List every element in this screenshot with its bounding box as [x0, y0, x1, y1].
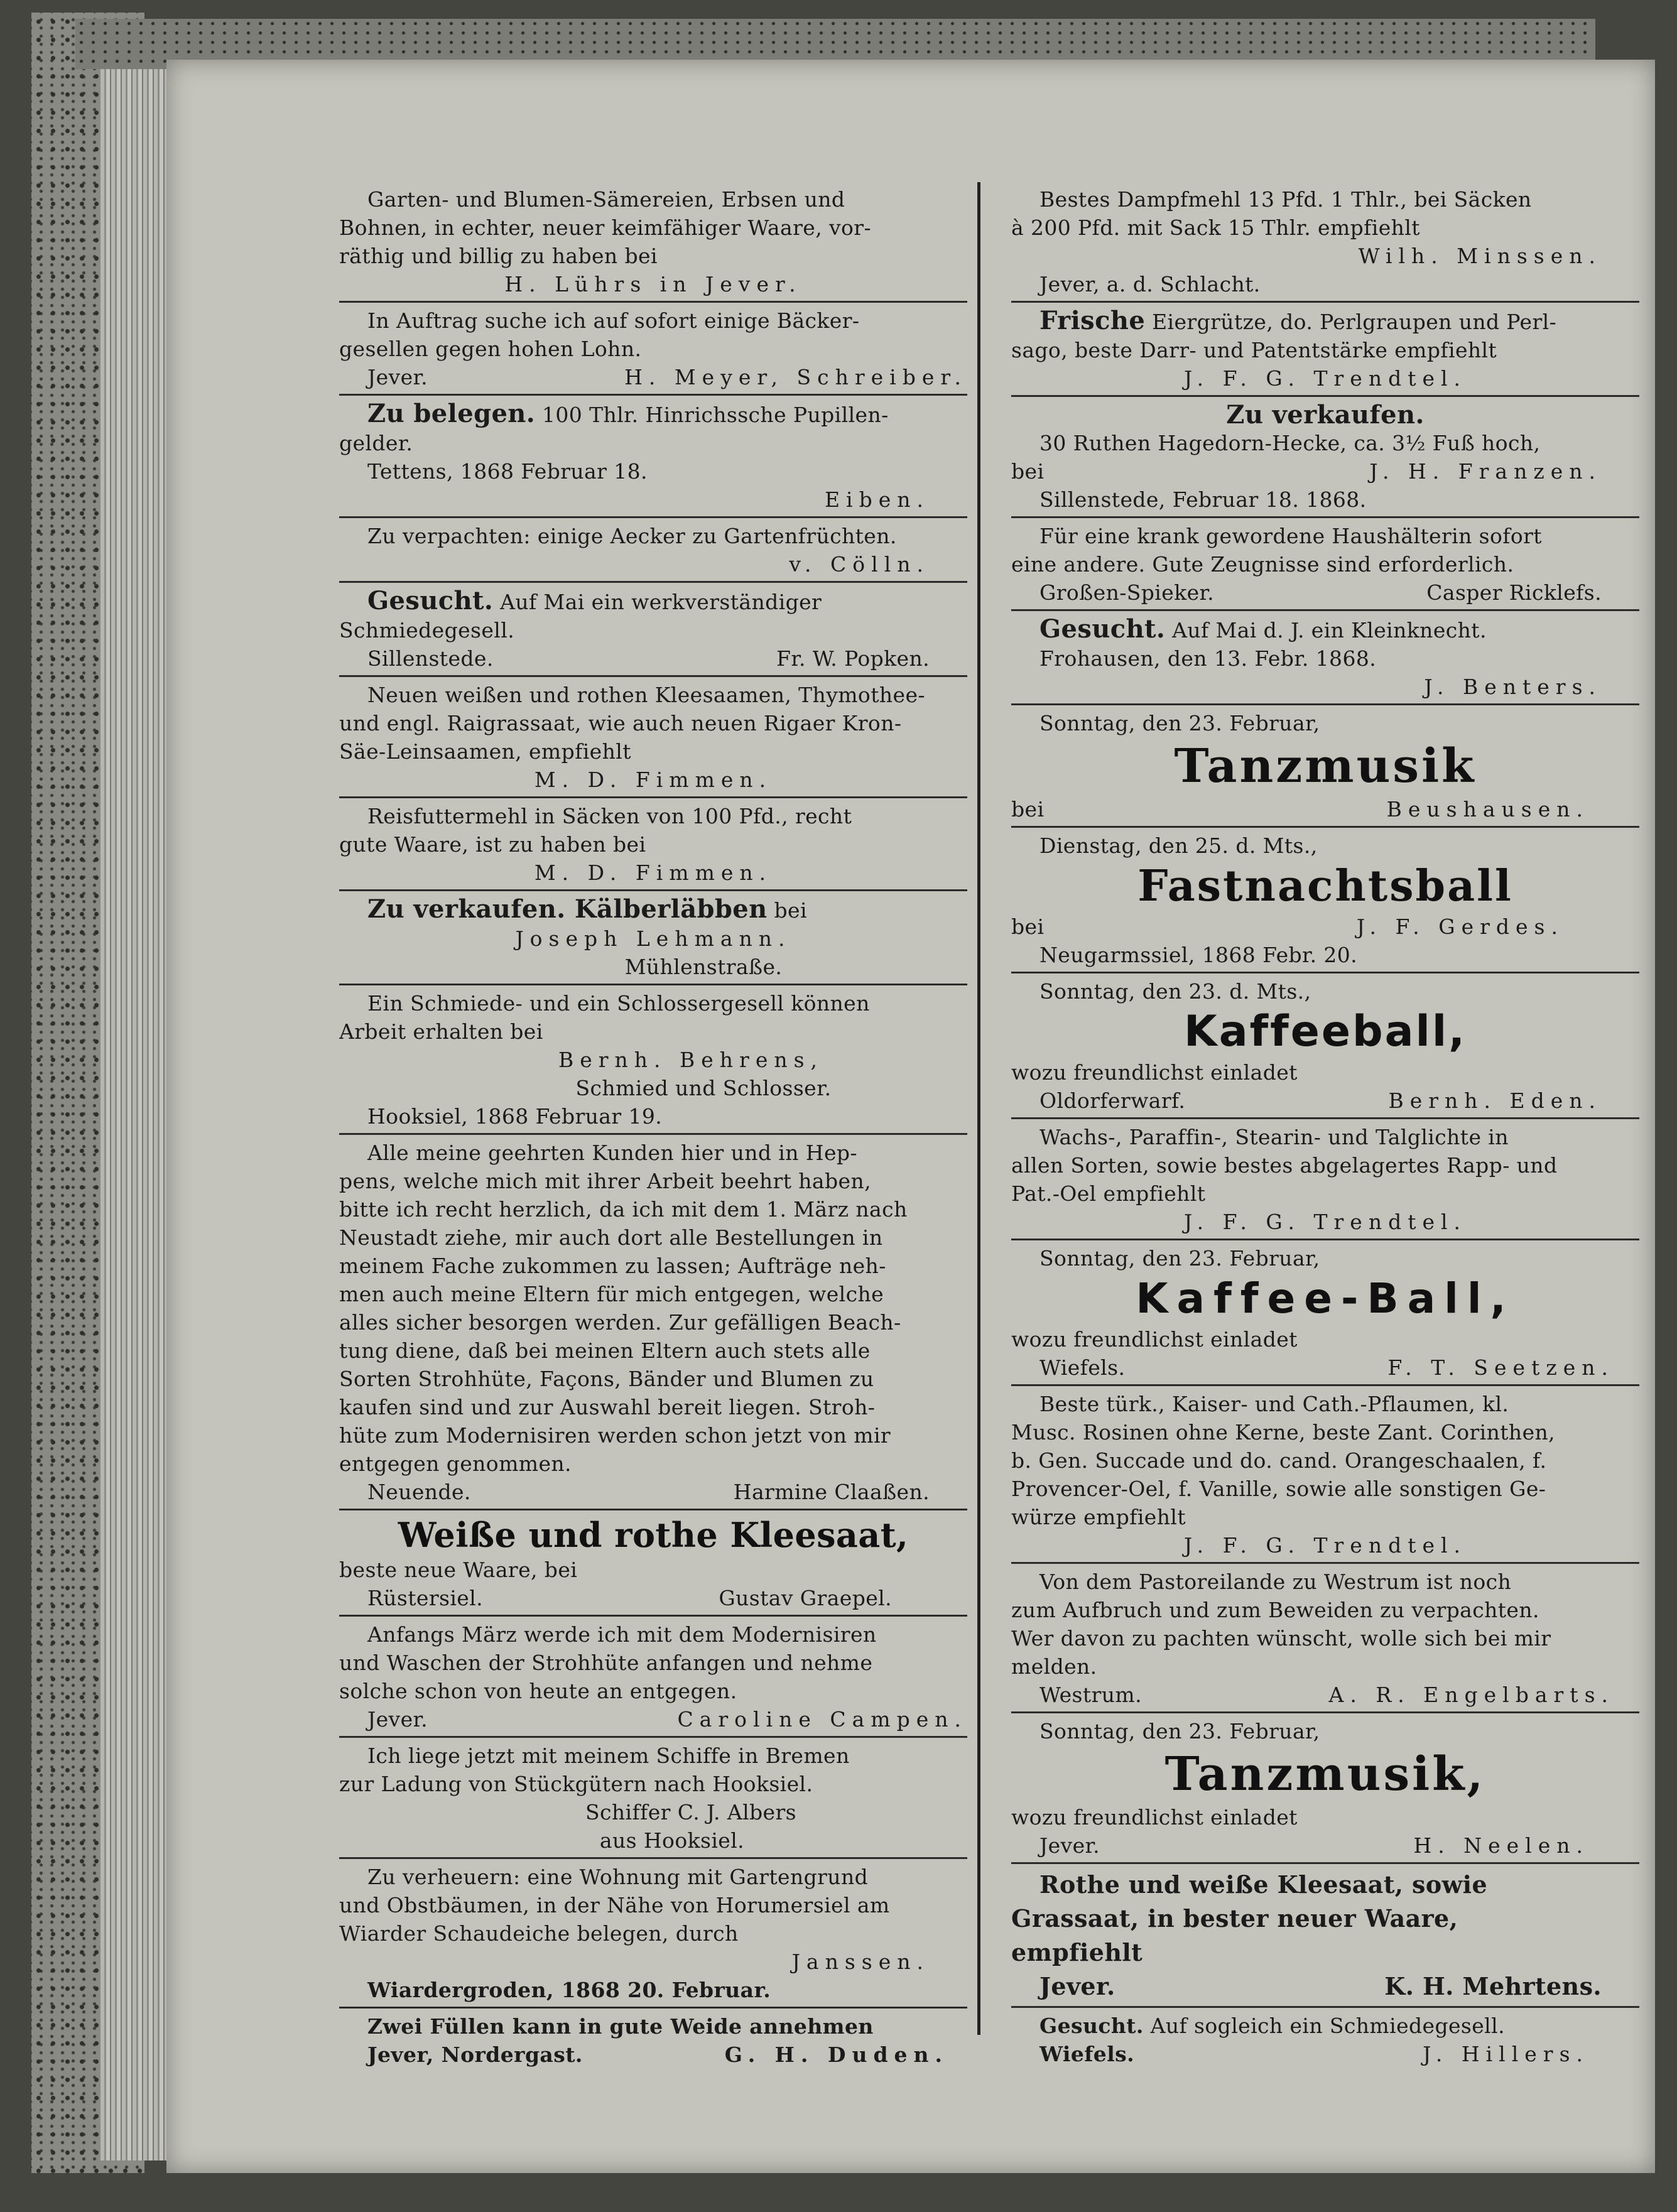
ad-signature-sub: Schmied und Schlosser.	[575, 1076, 832, 1100]
ad-text-line: Alle meine geehrten Kunden hier und in Hep-	[367, 1141, 857, 1165]
ad-date: Hooksiel, 1868 Februar 19.	[367, 1104, 663, 1129]
ad-kaffee-ball-seetzen	[1011, 1244, 1639, 1382]
ad-text-line: Auf Mai d. J. ein Kleinknecht.	[1172, 618, 1487, 642]
ad-signature: Bernh. Eden.	[1388, 1088, 1602, 1113]
ad-fastnachtsball-gerdes	[1011, 832, 1639, 969]
ad-text-line: Bestes Dampfmehl 13 Pfd. 1 Thlr., bei Säcken	[1039, 187, 1532, 212]
ad-text-line: Wachs-, Paraffin-, Stearin- und Talglichte in	[1039, 1125, 1509, 1149]
ad-signature-sub: aus Hooksiel.	[599, 1828, 745, 1853]
ad-text-line: Zu verpachten: einige Aecker zu Gartenfrüchten.	[367, 524, 897, 548]
ad-place: Jever.	[367, 365, 428, 389]
ad-text-line: wozu freundlichst einladet	[1011, 1060, 1298, 1085]
ad-separator	[339, 984, 967, 985]
ad-date: Sonntag, den 23. Februar,	[1039, 1719, 1320, 1743]
left-column	[339, 185, 967, 2069]
ad-separator	[1011, 1384, 1639, 1386]
ad-text-line: In Auftrag suche ich auf sofort einige Bäcker-	[367, 308, 860, 333]
ad-date: Frohausen, den 13. Febr. 1868.	[1039, 646, 1377, 671]
ad-signature: Caroline Campen.	[677, 1707, 967, 1732]
ad-separator	[339, 1509, 967, 1510]
ad-reisfuttermehl-fimmen	[339, 802, 967, 887]
ad-pupillen-eiben	[339, 399, 967, 514]
ad-separator	[1011, 703, 1639, 705]
ad-signature: A. R. Engelbarts.	[1328, 1683, 1614, 1707]
ad-display-title: Weiße und rothe Kleesaat,	[398, 1515, 909, 1555]
ad-separator	[339, 675, 967, 677]
ad-date: Sillenstede, Februar 18. 1868.	[1039, 487, 1367, 512]
ad-text-line: Ich liege jetzt mit meinem Schiffe in Bremen	[367, 1743, 850, 1768]
ad-place: Jever, a. d. Schlacht.	[1039, 272, 1261, 296]
ad-text-line: Neuen weißen und rothen Kleesaamen, Thymothee-	[367, 683, 925, 707]
ad-separator	[339, 516, 967, 518]
ad-text-line: bei	[1011, 797, 1045, 821]
ad-text-line: bei	[1011, 459, 1045, 484]
ad-date: Sonntag, den 23. d. Mts.,	[1039, 979, 1311, 1004]
ad-display-title: Tanzmusik,	[1164, 1747, 1486, 1801]
ad-signature: G. H. Duden.	[724, 2042, 948, 2067]
ad-text-line: Musc. Rosinen ohne Kerne, beste Zant. Corinthen,	[1011, 1420, 1556, 1445]
ad-headline: Gesucht.	[1039, 2014, 1144, 2038]
ad-text-line: meinem Fache zukommen zu lassen; Aufträge neh-	[339, 1254, 886, 1278]
ad-text-line: Von dem Pastoreilande zu Westrum ist noch	[1039, 1570, 1512, 1594]
ad-verpachten-coelln	[339, 522, 967, 578]
ad-pflaumen-trendtel	[1011, 1390, 1639, 1559]
ad-text-line: 30 Ruthen Hagedorn-Hecke, ca. 3½ Fuß hoch,	[1039, 431, 1541, 455]
ad-text-line: und engl. Raigrassaat, wie auch neuen Rigaer Kron-	[339, 711, 902, 735]
ad-text-line: wozu freundlichst einladet	[1011, 1805, 1298, 1830]
ad-text-line: Säe-Leinsaamen, empfiehlt	[339, 739, 631, 764]
ad-text-line: allen Sorten, sowie bestes abgelagertes Rapp- und	[1011, 1153, 1558, 1178]
ad-text-line: Reisfuttermehl in Säcken von 100 Pfd., recht	[367, 804, 852, 828]
ad-seeds-luehrs	[339, 185, 967, 298]
ad-text-line: 100 Thlr. Hinrichssche Pupillen-	[542, 403, 889, 427]
ad-kleesaat-graepel	[339, 1514, 967, 1612]
ad-separator	[339, 889, 967, 891]
ad-strohhuete-claassen	[339, 1139, 967, 1506]
ad-separator	[339, 1133, 967, 1135]
ad-text-line: zum Aufbruch und zum Beweiden zu verpachten.	[1011, 1598, 1539, 1622]
ad-signature: Bernh. Behrens,	[558, 1048, 824, 1072]
ad-text-line: Für eine krank gewordene Haushälterin sofort	[1039, 524, 1542, 548]
ad-text-line: Garten- und Blumen-Sämereien, Erbsen und	[367, 187, 845, 212]
ad-place: Sillenstede.	[367, 646, 494, 671]
ad-separator	[339, 1615, 967, 1617]
ad-text-line: men auch meine Eltern für mich entgegen, welche	[339, 1282, 884, 1306]
ad-text-line: à 200 Pfd. mit Sack 15 Thlr. empfiehlt	[1011, 215, 1420, 240]
ad-text-line: solche schon von heute an entgegen.	[339, 1679, 737, 1703]
ad-signature: v. Cölln.	[789, 552, 930, 577]
ad-separator	[339, 1857, 967, 1859]
ad-fuellen-duden	[339, 2012, 967, 2069]
ad-text-line: Eiergrütze, do. Perlgraupen und Perl-	[1152, 310, 1557, 334]
ad-lichte-trendtel	[1011, 1123, 1639, 1236]
ad-display-title: Kaffee-Ball,	[1136, 1274, 1515, 1323]
ad-signature: Fr. W. Popken.	[776, 646, 930, 671]
ad-text-line: bei	[1011, 914, 1045, 939]
ad-headline: Zu verkaufen.	[1226, 401, 1425, 429]
ad-separator	[1011, 826, 1639, 828]
ad-date: Sonntag, den 23. Februar,	[1039, 1246, 1320, 1271]
ad-text-line: Beste türk., Kaiser- und Cath.-Pflaumen, kl.	[1039, 1392, 1509, 1416]
ad-hecke-franzen	[1011, 401, 1639, 514]
ad-text-line: Auf sogleich ein Schmiedegesell.	[1150, 2014, 1505, 2038]
ad-date: Wiardergroden, 1868 20. Februar.	[367, 1978, 771, 2002]
ad-signature: Gustav Graepel.	[719, 1586, 892, 1610]
ad-waschen-campen	[339, 1620, 967, 1733]
ad-text-line: bei	[774, 898, 807, 923]
ad-text-line: pens, welche mich mit ihrer Arbeit beehrt haben,	[339, 1169, 872, 1193]
ad-separator	[1011, 972, 1639, 973]
ad-kleesaamen-fimmen	[339, 681, 967, 794]
ad-place: Jever.	[1039, 1972, 1115, 2000]
ad-place: Rüstersiel.	[367, 1586, 484, 1610]
ad-separator	[339, 581, 967, 583]
ad-text-line: Zwei Füllen kann in gute Weide annehmen	[367, 2014, 874, 2039]
ad-text-line: gute Waare, ist zu haben bei	[339, 832, 646, 857]
ad-text-line: gelder.	[339, 431, 413, 455]
ad-separator	[1011, 1239, 1639, 1240]
ad-text-line: Zu verheuern: eine Wohnung mit Gartengrund	[367, 1865, 869, 1889]
ad-text-line: Bohnen, in echter, neuer keimfähiger Waare, vor-	[339, 215, 872, 240]
ad-separator	[1011, 516, 1639, 518]
ad-display-title: Fastnachtsball	[1137, 861, 1513, 911]
ad-headline: Zu verkaufen. Kälberläbben	[367, 895, 768, 924]
ad-text-line: hüte zum Modernisiren werden schon jetzt von mir	[339, 1423, 891, 1448]
ad-signature-sub: Mühlenstraße.	[624, 955, 783, 979]
ad-signature: Harmine Claaßen.	[733, 1480, 930, 1504]
ad-separator	[339, 796, 967, 798]
ad-text-line: beste neue Waare, bei	[339, 1558, 578, 1582]
ad-signature: M. D. Fimmen.	[534, 860, 773, 885]
ad-separator	[1011, 1562, 1639, 1564]
ad-text-line: Wer davon zu pachten wünscht, wolle sich bei mir	[1011, 1626, 1551, 1651]
ad-separator	[1011, 2006, 1639, 2008]
ad-signature: J. F. Gerdes.	[1356, 914, 1564, 939]
ad-place: Jever.	[1039, 1833, 1100, 1858]
ad-signature: H. Meyer, Schreiber.	[624, 365, 967, 389]
ad-separator	[1011, 609, 1639, 611]
ad-kaffeeball-eden	[1011, 977, 1639, 1115]
ad-separator	[339, 1736, 967, 1738]
ad-headline: Gesucht.	[1039, 615, 1166, 644]
ad-separator	[339, 301, 967, 303]
ad-gesucht-popken	[339, 587, 967, 673]
ad-separator	[1011, 1862, 1639, 1864]
ad-place: Großen-Spieker.	[1039, 580, 1214, 605]
ad-text-line: Anfangs März werde ich mit dem Modernisiren	[367, 1622, 877, 1647]
ad-pastoreiland-engelbarts	[1011, 1568, 1639, 1709]
ad-place: Neuende.	[367, 1480, 471, 1504]
ad-tanzmusik-neelen	[1011, 1717, 1639, 1860]
ad-date: Neugarmssiel, 1868 Febr. 20.	[1039, 943, 1358, 967]
ad-headline: Zu belegen.	[367, 399, 536, 428]
ad-date: Dienstag, den 25. d. Mts.,	[1039, 833, 1318, 858]
ad-text-line: Pat.-Oel empfiehlt	[1011, 1181, 1206, 1206]
ad-separator	[1011, 301, 1639, 303]
ad-tanzmusik-beushausen	[1011, 709, 1639, 823]
ad-kleesaat-mehrtens	[1011, 1868, 1639, 2003]
ad-place: Westrum.	[1039, 1683, 1142, 1707]
ad-text-line: empfiehlt	[1011, 1938, 1143, 1966]
ad-eiergruetze-trendtel	[1011, 306, 1639, 393]
ad-signature: Casper Ricklefs.	[1426, 580, 1602, 605]
right-column	[1011, 185, 1639, 2068]
ad-place: Jever.	[367, 1707, 428, 1732]
ad-text-line: bitte ich recht herzlich, da ich mit dem 1. März nach	[339, 1197, 908, 1222]
ad-text-line: Sorten Strohhüte, Façons, Bänder und Blumen zu	[339, 1367, 874, 1391]
ad-text-line: Schmiedegesell.	[339, 618, 515, 642]
ad-signature: F. T. Seetzen.	[1387, 1355, 1614, 1380]
ad-place: Wiefels.	[1039, 2042, 1135, 2066]
ad-place: Oldorferwarf.	[1039, 1088, 1186, 1113]
ad-signature: Joseph Lehmann.	[515, 926, 791, 951]
ad-text-line: Arbeit erhalten bei	[339, 1019, 543, 1044]
ad-baker-meyer	[339, 306, 967, 391]
ad-text-line: gesellen gegen hohen Lohn.	[339, 337, 642, 361]
ad-wohnung-janssen	[339, 1863, 967, 2004]
ad-signature: J. Hillers.	[1423, 2042, 1589, 2066]
ad-signature: J. H. Franzen.	[1369, 459, 1602, 484]
ad-text-line: und Waschen der Strohhüte anfangen und nehme	[339, 1651, 873, 1675]
ad-separator	[339, 394, 967, 396]
ad-text-line: b. Gen. Succade und do. cand. Orangeschaalen, f.	[1011, 1448, 1547, 1473]
ad-schiffer-albers	[339, 1742, 967, 1855]
ad-headline: Gesucht.	[367, 587, 494, 615]
ad-schmiedegesell-hillers	[1011, 2012, 1639, 2068]
ad-headline: Frische	[1039, 306, 1146, 335]
ad-signature: Eiben.	[824, 487, 930, 512]
ad-date: Tettens, 1868 Februar 18.	[367, 459, 648, 484]
column-divider	[977, 182, 980, 2035]
ad-signature: K. H. Mehrtens.	[1384, 1972, 1602, 2000]
ad-haushaelterin-ricklefs	[1011, 522, 1639, 607]
ad-signature: M. D. Fimmen.	[534, 767, 773, 792]
ad-display-title: Kaffeeball,	[1184, 1007, 1467, 1056]
ad-dampfmehl-minssen	[1011, 185, 1639, 298]
ad-text-line: entgegen genommen.	[339, 1451, 572, 1476]
ad-signature: H. Lührs in Jever.	[504, 272, 802, 296]
ad-separator	[1011, 1117, 1639, 1119]
ad-signature: J. F. G. Trendtel.	[1183, 1533, 1467, 1558]
ad-text-line: würze empfiehlt	[1011, 1505, 1186, 1529]
ad-text-line: melden.	[1011, 1654, 1097, 1679]
ad-signature: H. Neelen.	[1413, 1833, 1589, 1858]
ad-signature: J. F. G. Trendtel.	[1183, 1210, 1467, 1234]
ad-text-line: Wiarder Schaudeiche belegen, durch	[339, 1921, 739, 1946]
ad-text-line: Rothe und weiße Kleesaat, sowie	[1039, 1870, 1488, 1899]
ad-separator	[339, 2007, 967, 2009]
ad-separator	[1011, 1711, 1639, 1713]
ad-text-line: alles sicher besorgen werden. Zur gefälligen Beach-	[339, 1310, 901, 1335]
ad-kleinknecht-benters	[1011, 615, 1639, 701]
ad-text-line: kaufen sind und zur Auswahl bereit liegen. Stroh-	[339, 1395, 876, 1419]
ad-place: Jever, Nordergast.	[367, 2042, 583, 2067]
ad-text-line: Neustadt ziehe, mir auch dort alle Bestellungen in	[339, 1225, 883, 1250]
ad-place: Wiefels.	[1039, 1355, 1126, 1380]
ad-signature: Wilh. Minssen.	[1358, 244, 1602, 268]
ad-text-line: räthig und billig zu haben bei	[339, 244, 658, 268]
ad-signature: Janssen.	[791, 1949, 930, 1974]
ad-text-line: eine andere. Gute Zeugnisse sind erforderlich.	[1011, 552, 1514, 577]
ad-text-line: und Obstbäumen, in der Nähe von Horumersiel am	[339, 1893, 890, 1917]
ad-text-line: wozu freundlichst einladet	[1011, 1327, 1298, 1352]
ad-signature: J. F. G. Trendtel.	[1183, 366, 1467, 391]
ad-separator	[1011, 395, 1639, 397]
ad-signature: Schiffer C. J. Albers	[585, 1800, 796, 1824]
ad-text-line: sago, beste Darr- und Patentstärke empfiehlt	[1011, 338, 1497, 362]
ad-schmied-behrens	[339, 989, 967, 1130]
ad-kaelberlaebben-lehmann	[339, 895, 967, 981]
ad-date: Sonntag, den 23. Februar,	[1039, 711, 1320, 735]
ad-signature: Beushausen.	[1386, 797, 1589, 821]
ad-text-line: zur Ladung von Stückgütern nach Hooksiel.	[339, 1772, 813, 1796]
ad-text-line: Provencer-Oel, f. Vanille, sowie alle sonstigen Ge-	[1011, 1477, 1546, 1501]
ad-display-title: Tanzmusik	[1174, 739, 1477, 793]
ad-text-line: Ein Schmiede- und ein Schlossergesell können	[367, 991, 870, 1016]
ad-text-line: tung diene, daß bei meinen Eltern auch stets alle	[339, 1338, 871, 1363]
page-stack-edges	[100, 69, 170, 2160]
ad-text-line: Grassaat, in bester neuer Waare,	[1011, 1904, 1458, 1933]
ad-text-line: Auf Mai ein werkverständiger	[500, 590, 822, 614]
ad-signature: J. Benters.	[1424, 675, 1602, 699]
